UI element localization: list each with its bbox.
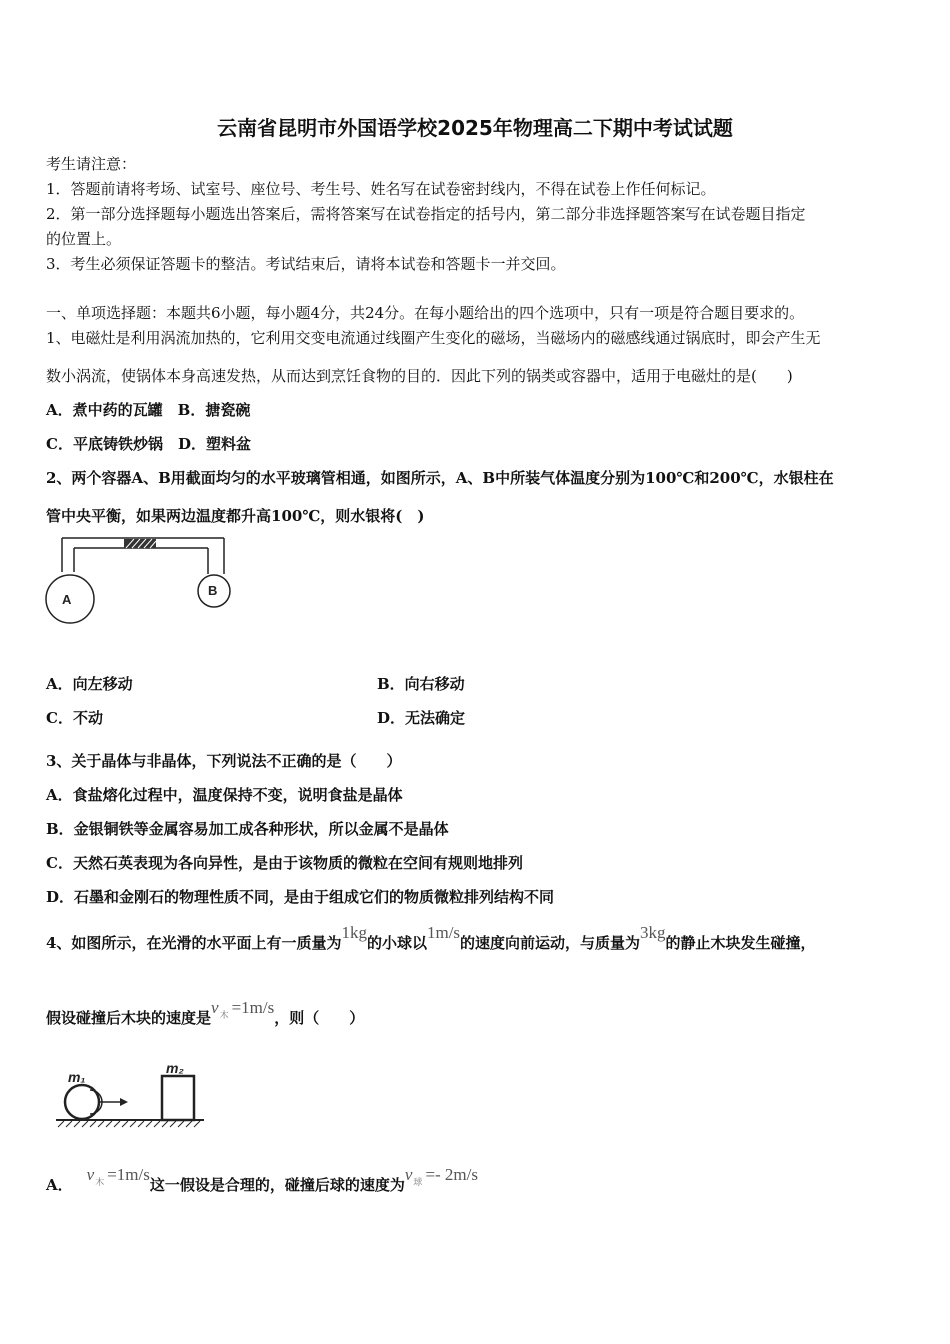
question-4-option-a [46, 1165, 478, 1195]
q4-text-3: 的速度向前运动，与质量为 [460, 934, 641, 952]
q4-line2-text-2: ，则（ ） [274, 1009, 365, 1027]
q4-text-4: 的静止木块发生碰撞， [665, 934, 816, 952]
q4-v-wood-symbol: v [211, 998, 219, 1017]
q4-text-1: 4、如图所示，在光滑的水平面上有一质量为 [46, 934, 342, 952]
label-m1: m₁ [68, 1069, 86, 1085]
q4-option-a-label: A． [46, 1176, 73, 1194]
q4-option-a-v-wood [86, 1165, 150, 1187]
question-3-option-d: D．石墨和金刚石的物理性质不同，是由于组成它们的物质微粒排列结构不同 [46, 888, 555, 906]
q4-option-a-text: 这一假设是合理的，碰撞后球的速度为 [149, 1176, 405, 1194]
block-m2 [162, 1076, 194, 1120]
question-2-option-c: C．不动 [46, 709, 103, 727]
question-2-figure [40, 532, 240, 632]
question-4-figure [54, 1060, 209, 1132]
q4-line2-text-1: 假设碰撞后木块的速度是 [46, 1009, 212, 1027]
q4-option-a-v-wood-value: =1m/s [107, 1165, 150, 1184]
ground-hatch [58, 1121, 200, 1127]
page-title: 云南省昆明市外国语学校2025年物理高二下期中考试试题 [217, 116, 733, 140]
question-4-line-2 [46, 998, 365, 1028]
question-2-option-b: B．向右移动 [377, 675, 465, 693]
q4-option-a-v-ball [404, 1165, 478, 1187]
q4-v-wood [211, 998, 275, 1020]
question-2-line-2: 管中央平衡，如果两边温度都升高100℃，则水银将( ) [46, 507, 425, 525]
q4-option-a-v-symbol: v [86, 1165, 95, 1184]
question-3-option-b: B．金银铜铁等金属容易加工成各种形状，所以金属不是晶体 [46, 820, 449, 838]
notice-item-2-cont: 的位置上。 [46, 230, 122, 248]
q4-text-2: 的小球以 [366, 934, 427, 952]
question-3-option-a: A．食盐熔化过程中，温度保持不变，说明食盐是晶体 [46, 786, 403, 804]
q4-speed-1: 1m/s [426, 923, 461, 942]
q4-v-wood-value: =1m/s [231, 998, 275, 1017]
arrow-head [120, 1098, 128, 1106]
label-b: B [208, 583, 218, 598]
q4-option-a-v-ball-symbol: v [404, 1165, 413, 1184]
question-2-option-a: A．向左移动 [46, 675, 133, 693]
question-1-line-2: 数小涡流，使锅体本身高速发热，从而达到烹饪食物的目的．因此下列的锅类或容器中，适用于电磁灶的是( ) [46, 367, 793, 385]
question-2-option-d: D．无法确定 [377, 709, 466, 727]
section-heading: 一、单项选择题：本题共6小题，每小题4分，共24分。在每小题给出的四个选项中，只有一项是符合题目要求的。 [46, 304, 805, 322]
label-m2: m₂ [166, 1060, 184, 1076]
label-a: A [62, 592, 72, 607]
question-3-stem: 3、关于晶体与非晶体，下列说法不正确的是（ ） [46, 752, 402, 770]
q4-option-a-v-ball-sub: 球 [413, 1177, 423, 1187]
question-3-option-c: C．天然石英表现为各向异性，是由于该物质的微粒在空间有规则地排列 [46, 854, 523, 872]
notice-item-3: 3．考生必须保证答题卡的整洁。考试结束后，请将本试卷和答题卡一并交回。 [46, 255, 566, 273]
question-1-options-cd: C．平底铸铁炒锅 D．塑料盆 [46, 435, 251, 453]
question-2-line-1: 2、两个容器A、B用截面均匀的水平玻璃管相通，如图所示，A、B中所装气体温度分别为100℃和200℃，水银柱在 [46, 469, 834, 487]
q4-v-wood-sub: 木 [219, 1010, 229, 1020]
q4-mass-1: 1kg [341, 923, 367, 942]
q4-option-a-v-ball-value: =- 2m/s [425, 1165, 478, 1184]
notice-item-2: 2．第一部分选择题每小题选出答案后，需将答案写在试卷指定的括号内，第二部分非选择题答案写在试卷题目指定 [46, 205, 806, 223]
notice-heading: 考生请注意： [46, 155, 137, 173]
question-1-line-1: 1、电磁灶是利用涡流加热的，它利用交变电流通过线圈产生变化的磁场，当磁场内的磁感线通过锅底时，即会产生无 [46, 329, 821, 347]
q4-mass-2: 3kg [640, 923, 666, 942]
question-1-options-ab: A．煮中药的瓦罐 B．搪瓷碗 [46, 401, 251, 419]
q4-option-a-v-wood-sub: 木 [95, 1177, 105, 1187]
notice-item-1: 1．答题前请将考场、试室号、座位号、考生号、姓名写在试卷密封线内，不得在试卷上作任何标记。 [46, 180, 716, 198]
question-4-line-1 [46, 923, 816, 953]
